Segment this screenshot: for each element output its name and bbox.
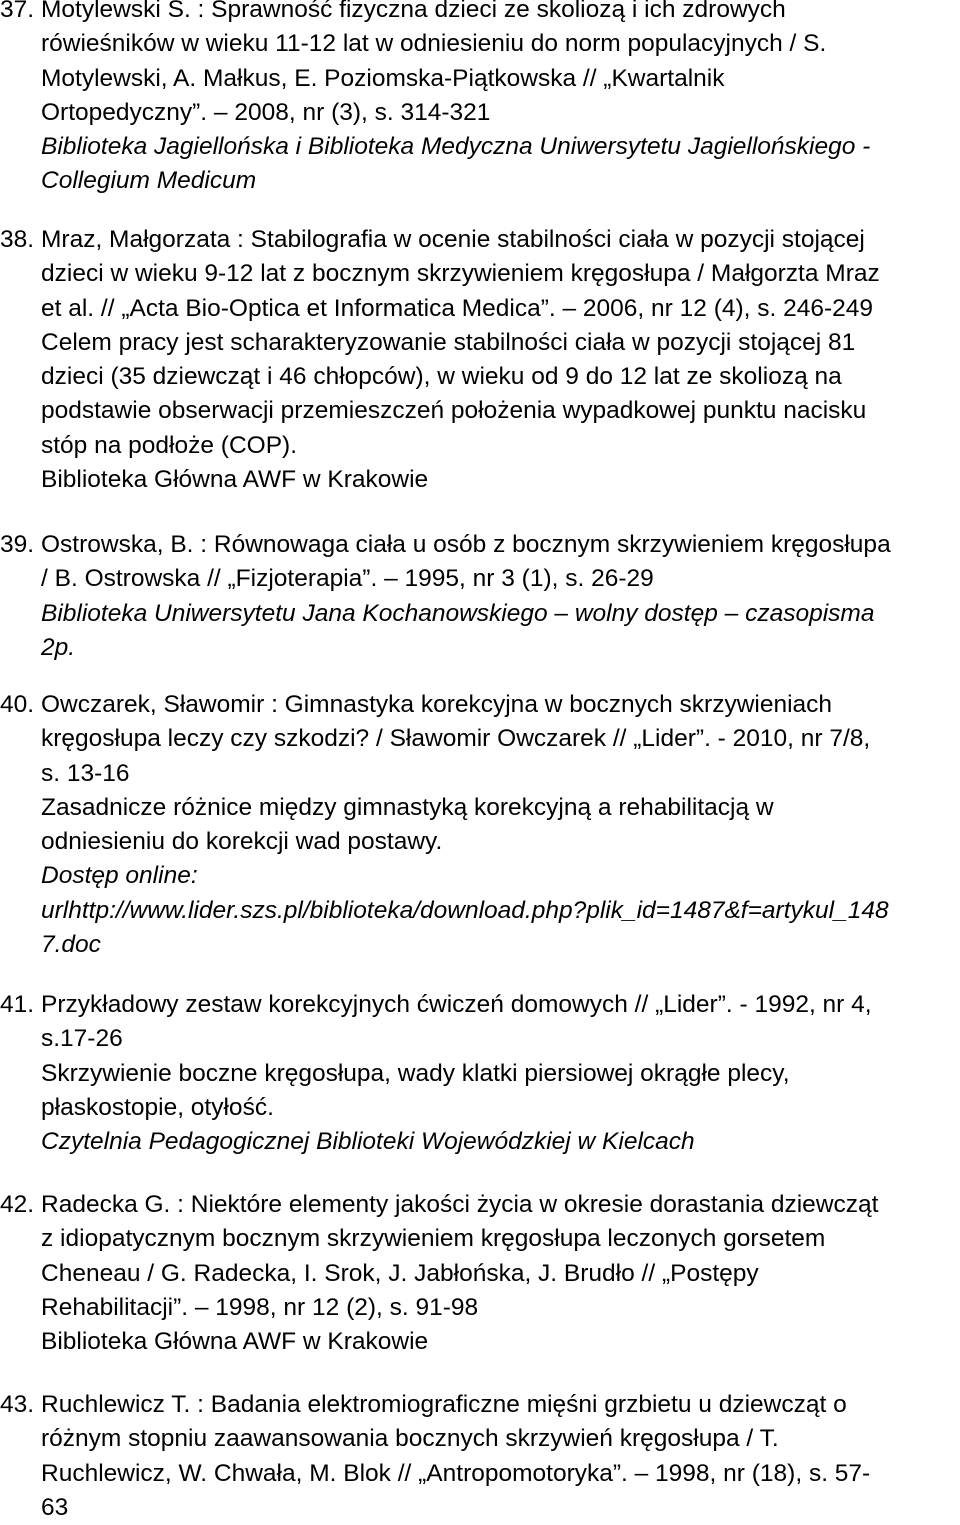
citation-line: rówieśników w wieku 11-12 lat w odniesieniu do norm populacyjnych / S. [41, 30, 827, 58]
citation-line: 63 [41, 1493, 69, 1521]
citation-line: Motylewski, A. Małkus, E. Poziomska-Piątkowska // „Kwartalnik [41, 64, 725, 92]
library-location-line: 2p. [41, 633, 76, 661]
library-location-line: Dostęp online: [41, 862, 198, 890]
entry-number: 43. [0, 1391, 35, 1418]
citation-line: kręgosłupa leczy czy szkodzi? / Sławomir Owczarek // „Lider”. - 2010, nr 7/8, [41, 725, 871, 753]
entry-text [41, 223, 960, 497]
citation-line: dzieci (35 dziewcząt i 46 chłopców), w wieku od 9 do 12 lat ze skoliozą na [41, 363, 842, 391]
citation-line: z idiopatycznym bocznym skrzywieniem kręgosłupa leczonych gorsetem [41, 1225, 826, 1253]
citation-line: Skrzywienie boczne kręgosłupa, wady klatki piersiowej okrągłe plecy, [41, 1059, 790, 1087]
entry-text [41, 528, 960, 665]
citation-line: odniesieniu do korekcji wad postawy. [41, 828, 443, 856]
entry-number: 38. [0, 226, 35, 253]
citation-line: Biblioteka Główna AWF w Krakowie [41, 466, 429, 494]
entry-text [41, 0, 960, 199]
citation-line: s.17-26 [41, 1025, 123, 1053]
library-location-line: urlhttp://www.lider.szs.pl/biblioteka/download.php?plik_id=1487&f=artykul_148 [41, 896, 889, 924]
citation-line: Celem pracy jest scharakteryzowanie stabilności ciała w pozycji stojącej 81 [41, 328, 856, 356]
citation-line: Przykładowy zestaw korekcyjnych ćwiczeń domowych // „Lider”. - 1992, nr 4, [41, 991, 872, 1018]
entry-number: 37. [0, 0, 35, 23]
citation-line: Radecka G. : Niektóre elementy jakości życia w okresie dorastania dziewcząt [41, 1191, 879, 1218]
citation-line: Ortopedyczny”. – 2008, nr (3), s. 314-321 [41, 98, 491, 126]
citation-line: et al. // „Acta Bio-Optica et Informatica Medica”. – 2006, nr 12 (4), s. 246-249 [41, 294, 874, 322]
citation-line: Rehabilitacji”. – 1998, nr 12 (2), s. 91-98 [41, 1293, 479, 1321]
citation-line: dzieci w wieku 9-12 lat z bocznym skrzywieniem kręgosłupa / Małgorzta Mraz [41, 260, 880, 288]
citation-line: Biblioteka Główna AWF w Krakowie [41, 1328, 429, 1356]
citation-line: płaskostopie, otyłość. [41, 1093, 274, 1121]
citation-line: stóp na podłoże (COP). [41, 431, 298, 459]
citation-line: Motylewski S. : Sprawność fizyczna dzieci ze skoliozą i ich zdrowych [41, 0, 786, 23]
library-location-line: 7.doc [41, 931, 101, 959]
citation-line: Ruchlewicz, W. Chwała, M. Blok // „Antropomotoryka”. – 1998, nr (18), s. 57- [41, 1459, 871, 1487]
citation-line: Cheneau / G. Radecka, I. Srok, J. Jabłońska, J. Brudło // „Postępy [41, 1259, 759, 1287]
citation-line: Zasadnicze różnice między gimnastyką korekcyjną a rehabilitacją w [41, 793, 774, 821]
entry-number: 41. [0, 991, 35, 1018]
entry-text [41, 1388, 960, 1525]
citation-line: Owczarek, Sławomir : Gimnastyka korekcyjna w bocznych skrzywieniach [41, 691, 833, 718]
citation-line: Ostrowska, B. : Równowaga ciała u osób z bocznym skrzywieniem kręgosłupa [41, 531, 891, 558]
entry-number: 42. [0, 1191, 35, 1218]
library-location-line: Biblioteka Uniwersytetu Jana Kochanowskiego – wolny dostęp – czasopisma [41, 599, 875, 627]
entry-text [41, 1188, 960, 1359]
entry-text [41, 688, 960, 962]
library-location-line: Czytelnia Pedagogicznej Biblioteki Wojewódzkiej w Kielcach [41, 1128, 695, 1156]
citation-line: / B. Ostrowska // „Fizjoterapia”. – 1995, nr 3 (1), s. 26-29 [41, 565, 654, 593]
entry-text [41, 988, 960, 1159]
library-location-line: Biblioteka Jagiellońska i Biblioteka Medyczna Uniwersytetu Jagiellońskiego - [41, 133, 871, 161]
citation-line: Ruchlewicz T. : Badania elektromiograficzne mięśni grzbietu u dziewcząt o [41, 1391, 847, 1418]
library-location-line: Collegium Medicum [41, 167, 257, 195]
entry-number: 39. [0, 531, 35, 558]
citation-line: Mraz, Małgorzata : Stabilografia w ocenie stabilności ciała w pozycji stojącej [41, 226, 865, 253]
citation-line: różnym stopniu zaawansowania bocznych skrzywień kręgosłupa / T. [41, 1425, 779, 1453]
entry-number: 40. [0, 691, 35, 718]
citation-line: s. 13-16 [41, 759, 130, 787]
citation-line: podstawie obserwacji przemieszczeń położenia wypadkowej punktu nacisku [41, 397, 867, 425]
